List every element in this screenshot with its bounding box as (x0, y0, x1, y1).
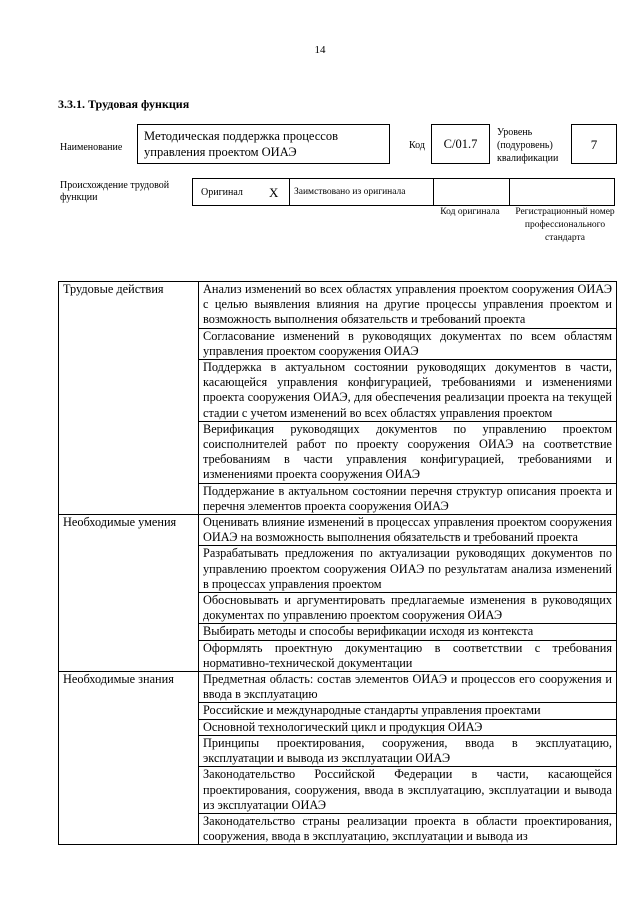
requirement-item: Обосновывать и аргументировать предлагаемые изменения в руководящих документах по управлению проектом сооружения ОИАЭ (199, 593, 617, 624)
table-row (59, 282, 617, 329)
requirement-item: Оформлять проектную документацию в соответствии с требования нормативно-технической документации (199, 640, 617, 671)
requirement-item: Разрабатывать предложения по актуализации руководящих документов по управлению проектом сооружения ОИАЭ по результатам анализа изменений в процессах управления проектом (199, 546, 617, 593)
code-original-cell (433, 178, 510, 206)
function-name-box: Методическая поддержка процессов управления проектом ОИАЭ (137, 124, 390, 164)
function-code-box: C/01.7 (431, 124, 490, 164)
name-label: Наименование (60, 142, 123, 153)
requirement-item: Верификация руководящих документов по управлению проектом соисполнителей работ по проекту сооружения ОИАЭ на соответствие требованиям в части управления конфигурацией, требованиями и изменениями проекта сооружения ОИАЭ (199, 421, 617, 483)
original-cell (192, 178, 290, 206)
requirement-item: Анализ изменений во всех областях управления проектом сооружения ОИАЭ с целью выявления влияния на другие процессы управления проектом и возможность выполнения обязательств и требований проекта (199, 282, 617, 329)
requirement-item: Российские и международные стандарты управления проектами (199, 703, 617, 719)
page-number: 14 (314, 44, 326, 56)
level-box: 7 (571, 124, 617, 164)
reg-number-label: Регистрационный номер профессионального стандарта (515, 207, 615, 243)
table-row (59, 672, 617, 703)
requirement-item: Поддержание в актуальном состоянии перечня структур описания проекта и перечня элементов проекта сооружения ОИАЭ (199, 483, 617, 514)
original-mark: X (269, 185, 279, 200)
origin-row (193, 178, 618, 206)
requirement-item: Принципы проектирования, сооружения, ввода в эксплуатацию, эксплуатации и вывода из эксплуатации ОИАЭ (199, 735, 617, 766)
section-heading: Необходимые умения (59, 515, 199, 672)
requirement-item: Выбирать методы и способы верификации исходя из контекста (199, 624, 617, 640)
requirement-item: Согласование изменений в руководящих документах по всем областям управления проектом сооружения ОИАЭ (199, 328, 617, 359)
original-label: Оригинал (201, 186, 243, 198)
requirement-item: Основной технологический цикл и продукция ОИАЭ (199, 719, 617, 735)
table-row (59, 515, 617, 546)
requirements-table (58, 281, 617, 845)
code-original-label: Код оригинала (440, 207, 500, 217)
level-label: Уровень (подуровень) квалификации (497, 127, 559, 164)
origin-label: Происхождение трудовой функции (60, 180, 170, 203)
section-heading: Необходимые знания (59, 672, 199, 845)
requirement-item: Поддержка в актуальном состоянии руководящих документов в части, касающейся управления конфигурацией, требованиями и изменениями проекта сооружения ОИАЭ, для обеспечения реализации проекта на текущей стадии с учетом изменений во всех областях управления проектом (199, 360, 617, 422)
section-title: 3.3.1. Трудовая функция (58, 97, 190, 111)
reg-number-cell (509, 178, 615, 206)
requirement-item: Предметная область: состав элементов ОИАЭ и процессов его сооружения и ввода в эксплуатацию (199, 672, 617, 703)
code-label: Код (409, 140, 425, 151)
borrowed-cell: Заимствовано из оригинала (289, 178, 434, 206)
requirement-item: Оценивать влияние изменений в процессах управления проектом сооружения ОИАЭ на возможность выполнения обязательств и требований проекта (199, 515, 617, 546)
requirement-item: Законодательство страны реализации проекта в области проектирования, сооружения, ввода в эксплуатацию, эксплуатации и вывода из (199, 813, 617, 844)
section-heading: Трудовые действия (59, 282, 199, 515)
requirement-item: Законодательство Российской Федерации в части, касающейся проектирования, сооружения, ввода в эксплуатацию, эксплуатации и вывода из эксплуатации ОИАЭ (199, 767, 617, 814)
